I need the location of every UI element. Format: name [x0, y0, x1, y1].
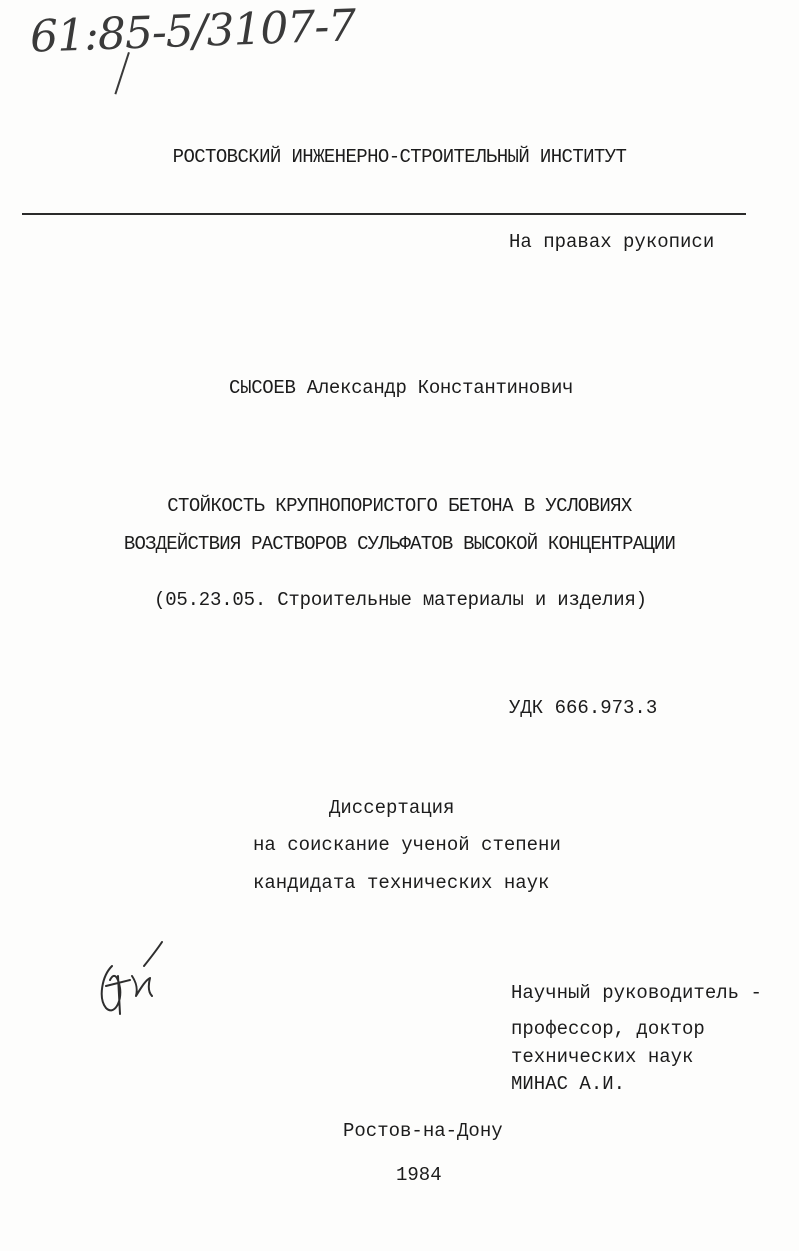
author-name: СЫСОЕВ Александр Константинович: [229, 377, 574, 399]
header-divider: [22, 213, 746, 215]
manuscript-rights-note: На правах рукописи: [509, 231, 715, 253]
dissertation-title-line-2: ВОЗДЕЙСТВИЯ РАСТВОРОВ СУЛЬФАТОВ ВЫСОКОЙ КОНЦЕНТРАЦИИ: [123, 533, 676, 555]
udc-code: УДК 666.973.3: [509, 697, 658, 719]
city: Ростов-на-Дону: [343, 1120, 503, 1142]
archive-number-handwritten: 61:85-5/3107-7: [29, 0, 357, 63]
year: 1984: [396, 1164, 442, 1186]
dissertation-title-line-1: СТОЙКОСТЬ КРУПНОПОРИСТОГО БЕТОНА В УСЛОВИЯХ: [167, 495, 632, 517]
degree-line-2: кандидата технических наук: [253, 872, 550, 894]
signature-mark: [92, 936, 172, 1026]
supervisor-degree: технических наук: [511, 1046, 694, 1068]
dissertation-label: Диссертация: [329, 797, 455, 819]
supervisor-label: Научный руководитель -: [511, 982, 762, 1004]
supervisor-rank: профессор, доктор: [511, 1018, 705, 1040]
specialty-code: (05.23.05. Строительные материалы и изделия): [154, 589, 647, 611]
institute-name: РОСТОВСКИЙ ИНЖЕНЕРНО-СТРОИТЕЛЬНЫЙ ИНСТИТУТ: [172, 146, 627, 168]
supervisor-name: МИНАС А.И.: [511, 1073, 626, 1095]
degree-line-1: на соискание ученой степени: [253, 834, 561, 856]
